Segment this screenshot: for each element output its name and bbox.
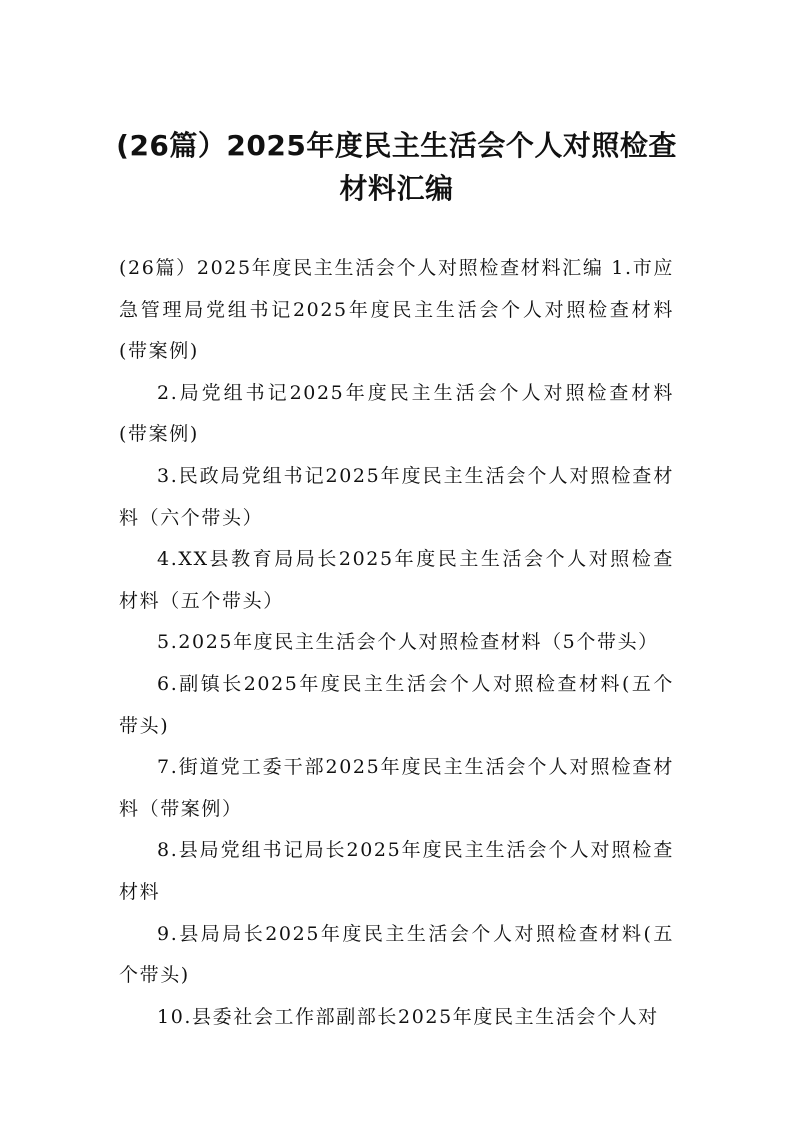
paragraph-intro: (26篇）2025年度民主生活会个人对照检查材料汇编 1.市应急管理局党组书记2025年度民主生活会个人对照检查材料(带案例) bbox=[119, 257, 674, 363]
document-page bbox=[116, 0, 677, 1122]
paragraph-item-8: 8.县局党组书记局长2025年度民主生活会个人对照检查材料 bbox=[119, 839, 674, 903]
paragraph-item-3: 3.民政局党组书记2025年度民主生活会个人对照检查材料（六个带头） bbox=[119, 464, 674, 529]
document-body bbox=[119, 248, 674, 1038]
paragraph-item-9: 9.县局局长2025年度民主生活会个人对照检查材料(五个带头) bbox=[119, 922, 674, 987]
paragraph-item-7: 7.街道党工委干部2025年度民主生活会个人对照检查材料（带案例） bbox=[119, 756, 674, 820]
paragraph-item-4: 4.XX县教育局局长2025年度民主生活会个人对照检查材料（五个带头） bbox=[119, 548, 674, 612]
paragraph-item-2: 2.局党组书记2025年度民主生活会个人对照检查材料(带案例) bbox=[119, 381, 674, 446]
paragraph-item-5: 5.2025年度民主生活会个人对照检查材料（5个带头） bbox=[157, 631, 659, 654]
paragraph-item-6: 6.副镇长2025年度民主生活会个人对照检查材料(五个带头) bbox=[119, 672, 674, 737]
paragraph-item-10: 10.县委社会工作部副部长2025年度民主生活会个人对 bbox=[157, 1005, 659, 1028]
title-line-1: (26篇）2025年度民主生活会个人对照检查 bbox=[116, 129, 677, 162]
document-title bbox=[99, 124, 694, 210]
title-line-2: 材料汇编 bbox=[339, 172, 454, 205]
